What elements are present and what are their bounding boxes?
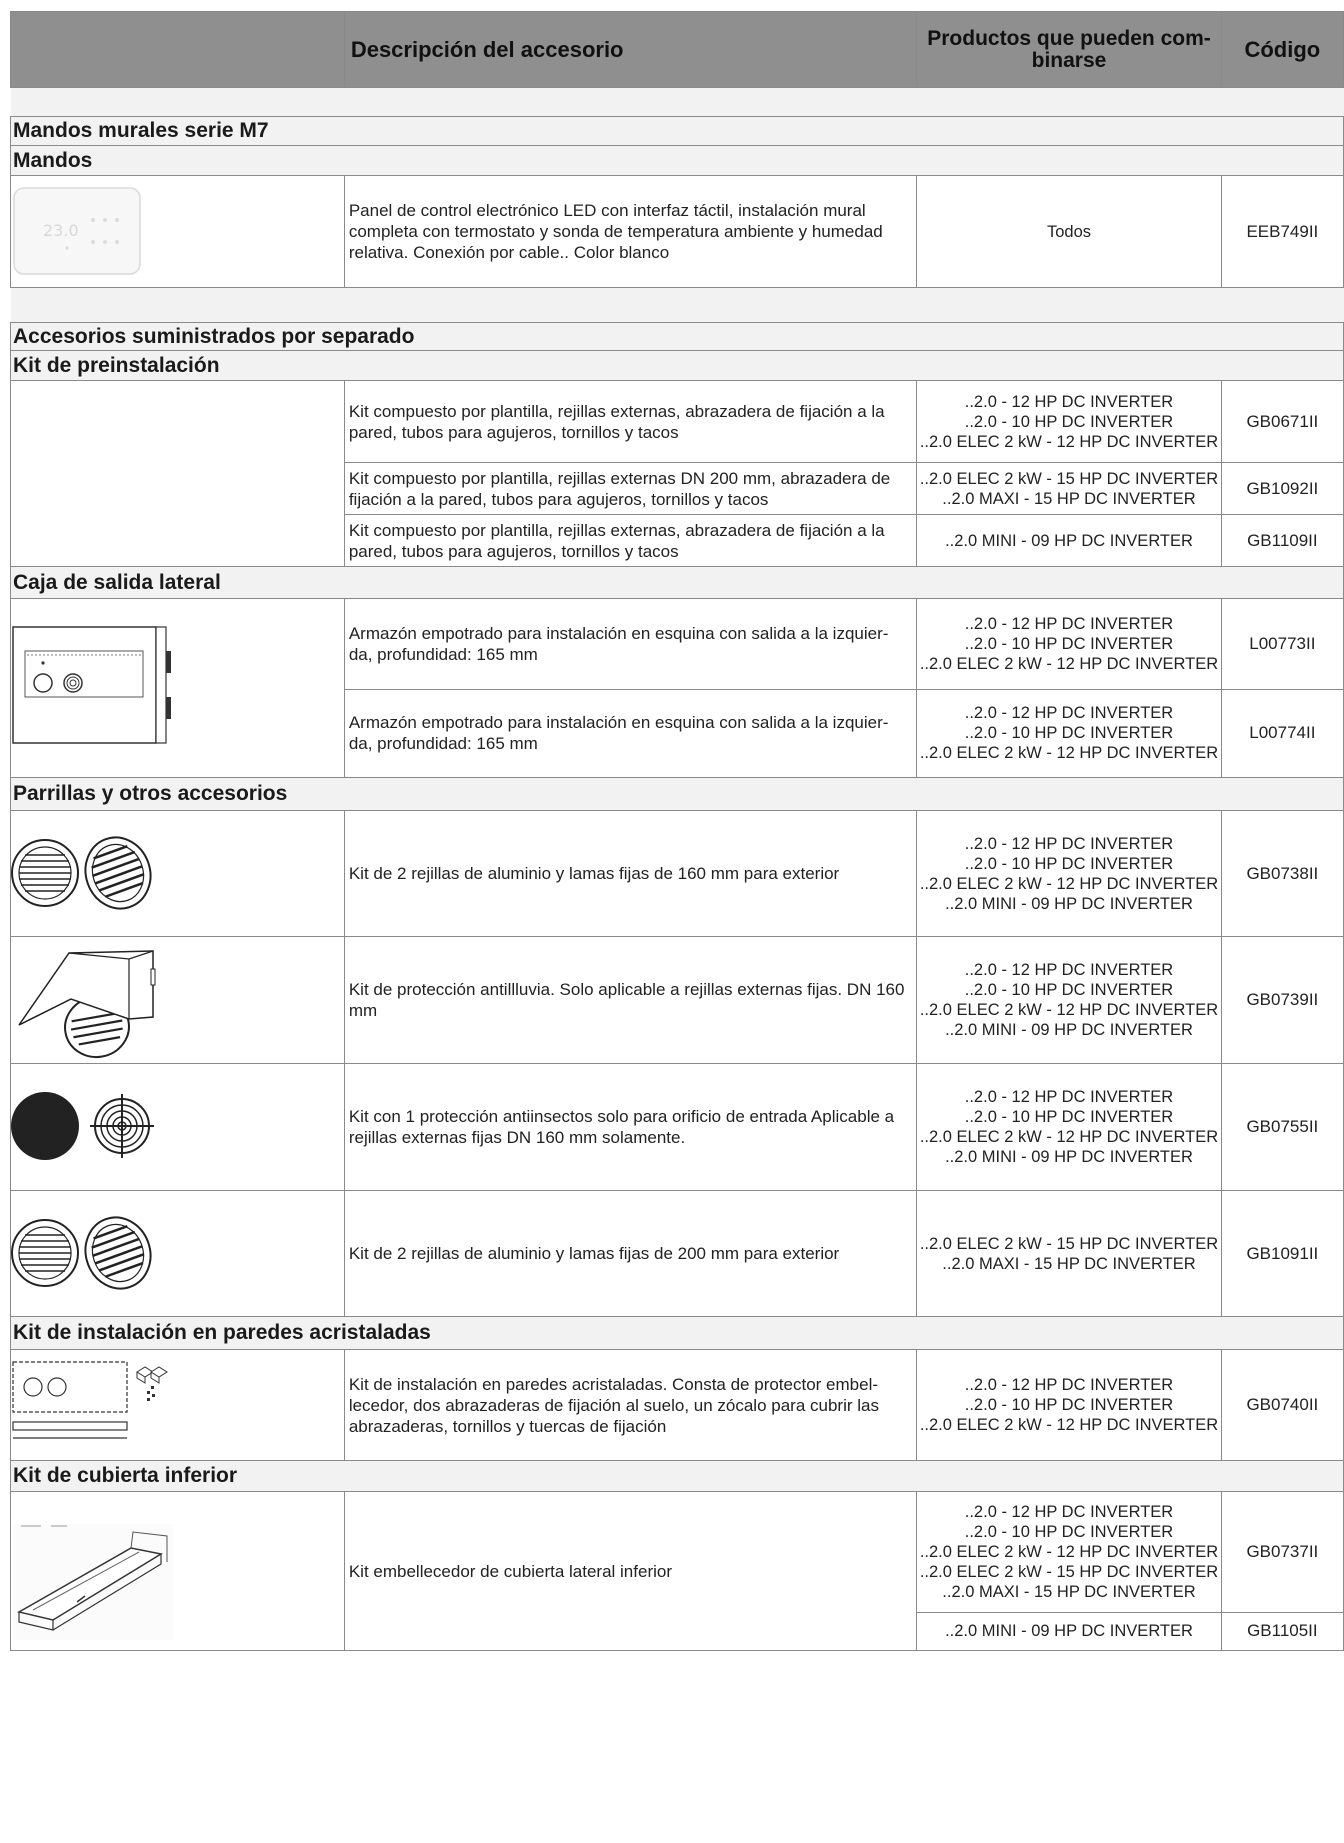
section-controls-title: Mandos murales serie M7: [11, 117, 1344, 146]
product-line: ..2.0 ELEC 2 kW - 12 HP DC INVERTER: [919, 654, 1219, 673]
product-line: ..2.0 MINI - 09 HP DC INVERTER: [945, 1622, 1193, 1641]
accessories-table-sheet: [10, 11, 1344, 1651]
section-grilles: Parrillas y otros accesorios: [11, 778, 1344, 811]
side-box-image: [11, 599, 345, 778]
table-header-row: [11, 12, 1344, 88]
section-glass: Kit de instalación en paredes acristaladas: [11, 1317, 1344, 1350]
code-cell: EEB749II: [1221, 176, 1343, 288]
product-line: ..2.0 MINI - 09 HP DC INVERTER: [945, 531, 1193, 550]
table-row: [11, 176, 1344, 288]
table-row: [11, 811, 1344, 937]
products-cell: [917, 515, 1221, 567]
products-cell: [917, 689, 1221, 778]
header-products: Productos que pueden com-binarse: [917, 12, 1221, 88]
product-line: ..2.0 ELEC 2 kW - 12 HP DC INVERTER: [919, 874, 1219, 893]
description-cell: Kit compuesto por plantilla, rejillas externas DN 200 mm, abrazadera de fijación a la pared, tubos para agujeros, tornillos y tacos: [344, 463, 916, 515]
product-line: ..2.0 - 12 HP DC INVERTER: [964, 614, 1174, 633]
product-line: ..2.0 - 10 HP DC INVERTER: [964, 1108, 1174, 1126]
code-cell: GB1105II: [1221, 1612, 1343, 1650]
code-cell: GB1109II: [1221, 515, 1343, 567]
product-line: ..2.0 - 12 HP DC INVERTER: [964, 961, 1174, 979]
product-line: ..2.0 MINI - 09 HP DC INVERTER: [945, 894, 1193, 913]
description-cell: Kit de 2 rejillas de aluminio y lamas fijas de 160 mm para exterior: [344, 811, 916, 937]
product-line: ..2.0 MAXI - 15 HP DC INVERTER: [942, 1582, 1196, 1601]
product-line: ..2.0 MAXI - 15 HP DC INVERTER: [942, 489, 1196, 508]
product-line: Todos: [1046, 222, 1092, 241]
code-cell: GB1091II: [1221, 1191, 1343, 1317]
code-cell: GB0740II: [1221, 1350, 1343, 1461]
description-cell: Kit embellecedor de cubierta lateral inferior: [344, 1492, 916, 1651]
description-cell: Kit de instalación en paredes acristaladas. Consta de protector embel-lecedor, dos abrazaderas de fijación al suelo, un zócalo para cubrir las abrazaderas, tornillos y tuercas de fijación: [344, 1350, 916, 1461]
table-row: [11, 1492, 1344, 1613]
product-line: ..2.0 ELEC 2 kW - 15 HP DC INVERTER: [919, 1562, 1219, 1581]
product-line: ..2.0 ELEC 2 kW - 12 HP DC INVERTER: [919, 432, 1219, 451]
products-cell: [917, 1191, 1221, 1317]
products-cell: [917, 1612, 1221, 1650]
section-bottom: Kit de cubierta inferior: [11, 1461, 1344, 1492]
table-row: [11, 1350, 1344, 1461]
product-line: ..2.0 - 10 HP DC INVERTER: [964, 412, 1174, 431]
product-line: ..2.0 MINI - 09 HP DC INVERTER: [945, 1021, 1193, 1039]
grilles-200-image: [11, 1191, 345, 1317]
products-cell: [917, 381, 1221, 463]
product-line: ..2.0 - 12 HP DC INVERTER: [964, 1088, 1174, 1106]
product-line: ..2.0 - 12 HP DC INVERTER: [964, 834, 1174, 853]
bottom-cover-kit-image: [11, 1492, 345, 1651]
product-line: ..2.0 ELEC 2 kW - 12 HP DC INVERTER: [919, 1416, 1219, 1434]
description-cell: Kit compuesto por plantilla, rejillas externas, abrazadera de fijación a la pared, tubos para agujeros, tornillos y tacos: [344, 381, 916, 463]
grilles-160-image: [11, 811, 345, 937]
glass-wall-kit-image: [11, 1350, 345, 1461]
code-cell: GB0737II: [1221, 1492, 1343, 1613]
thermostat-panel-image: [11, 176, 345, 288]
preinstall-image-cell: [11, 381, 345, 567]
products-cell: [917, 463, 1221, 515]
code-cell: L00774II: [1221, 689, 1343, 778]
spacer-row: [11, 288, 1344, 323]
section-separate: Accesorios suministrados por separado: [11, 323, 1344, 351]
description-cell: Armazón empotrado para instalación en esquina con salida a la izquier-da, profundidad: 165 mm: [344, 599, 916, 690]
table-row: [11, 1064, 1344, 1191]
accessories-table: [10, 11, 1344, 1651]
section-preinstall: Kit de preinstalación: [11, 351, 1344, 381]
table-row: [11, 1191, 1344, 1317]
code-cell: GB1092II: [1221, 463, 1343, 515]
section-controls: Mandos: [11, 146, 1344, 176]
code-cell: GB0671II: [1221, 381, 1343, 463]
header-code: Código: [1221, 12, 1343, 88]
products-cell: [917, 1492, 1221, 1613]
rain-guard-image: [11, 937, 345, 1064]
product-line: ..2.0 - 10 HP DC INVERTER: [964, 981, 1174, 999]
product-line: ..2.0 ELEC 2 kW - 12 HP DC INVERTER: [919, 1128, 1219, 1146]
table-row: [11, 381, 1344, 463]
products-cell: [917, 811, 1221, 937]
header-description: Descripción del accesorio: [344, 12, 916, 88]
description-cell: Kit con 1 protección antiinsectos solo para orificio de entrada Aplicable a rejillas externas fijas DN 160 mm solamente.: [344, 1064, 916, 1191]
svg-text:23.0: 23.0: [43, 221, 79, 240]
code-cell: L00773II: [1221, 599, 1343, 690]
header-image-column: [11, 12, 345, 88]
product-line: ..2.0 - 12 HP DC INVERTER: [964, 1502, 1174, 1521]
product-line: ..2.0 - 10 HP DC INVERTER: [964, 724, 1174, 743]
products-cell: [917, 599, 1221, 690]
spacer-row: [11, 88, 1344, 117]
product-line: ..2.0 MAXI - 15 HP DC INVERTER: [942, 1254, 1196, 1273]
description-cell: Armazón empotrado para instalación en esquina con salida a la izquier-da, profundidad: 165 mm: [344, 689, 916, 778]
product-line: ..2.0 - 10 HP DC INVERTER: [964, 1396, 1174, 1414]
code-cell: GB0739II: [1221, 937, 1343, 1064]
description-cell: Kit de 2 rejillas de aluminio y lamas fijas de 200 mm para exterior: [344, 1191, 916, 1317]
code-cell: GB0738II: [1221, 811, 1343, 937]
product-line: ..2.0 ELEC 2 kW - 12 HP DC INVERTER: [919, 744, 1219, 763]
products-cell: [917, 937, 1221, 1064]
product-line: ..2.0 ELEC 2 kW - 15 HP DC INVERTER: [919, 1234, 1219, 1253]
products-cell: [917, 1350, 1221, 1461]
products-cell: [917, 176, 1221, 288]
description-cell: Kit de protección antillluvia. Solo aplicable a rejillas externas fijas. DN 160 mm: [344, 937, 916, 1064]
product-line: ..2.0 - 10 HP DC INVERTER: [964, 1522, 1174, 1541]
product-line: ..2.0 - 12 HP DC INVERTER: [964, 1376, 1174, 1394]
code-cell: GB0755II: [1221, 1064, 1343, 1191]
products-cell: [917, 1064, 1221, 1191]
table-row: [11, 937, 1344, 1064]
product-line: ..2.0 - 10 HP DC INVERTER: [964, 854, 1174, 873]
product-line: ..2.0 - 12 HP DC INVERTER: [964, 704, 1174, 723]
product-line: ..2.0 ELEC 2 kW - 12 HP DC INVERTER: [919, 1001, 1219, 1019]
insect-guard-image: [11, 1064, 345, 1191]
product-line: ..2.0 - 12 HP DC INVERTER: [964, 392, 1174, 411]
product-line: ..2.0 ELEC 2 kW - 15 HP DC INVERTER: [919, 469, 1219, 488]
description-cell: Kit compuesto por plantilla, rejillas externas, abrazadera de fijación a la pared, tubos para agujeros, tornillos y tacos: [344, 515, 916, 567]
product-line: ..2.0 ELEC 2 kW - 12 HP DC INVERTER: [919, 1542, 1219, 1561]
product-line: ..2.0 - 10 HP DC INVERTER: [964, 634, 1174, 653]
product-line: ..2.0 MINI - 09 HP DC INVERTER: [945, 1148, 1193, 1166]
description-cell: Panel de control electrónico LED con interfaz táctil, instalación mural completa con termostato y sonda de temperatura ambiente y humedad relativa. Conexión por cable.. Color blanco: [344, 176, 916, 288]
section-sidebox: Caja de salida lateral: [11, 567, 1344, 599]
table-row: [11, 599, 1344, 690]
